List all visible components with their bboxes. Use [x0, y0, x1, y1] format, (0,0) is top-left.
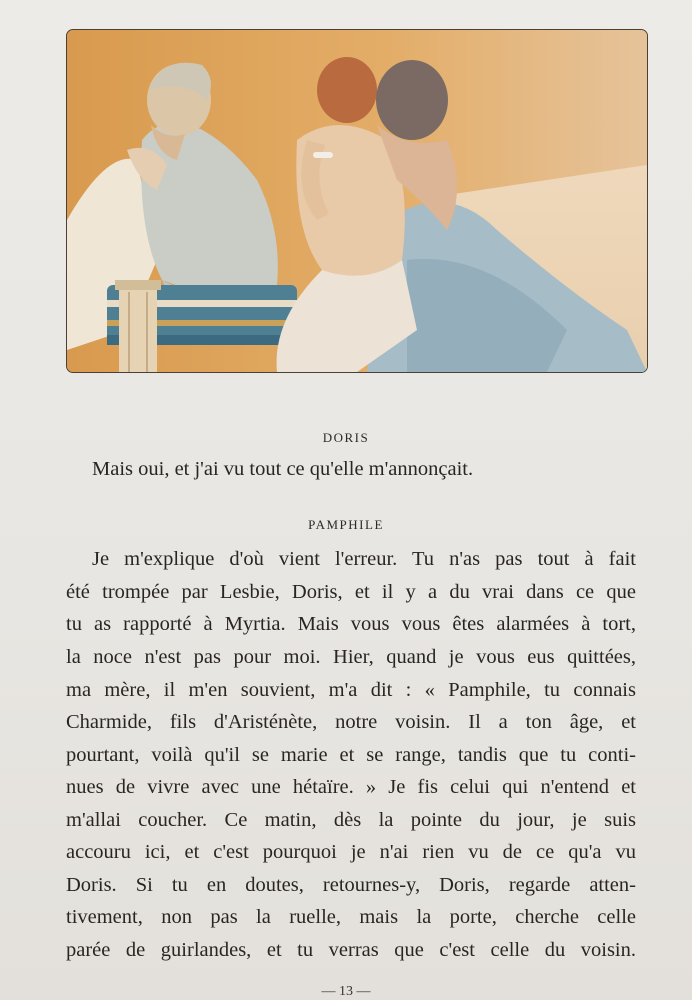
speaker-name-doris: DORIS	[322, 430, 370, 445]
pamphile-speech-line: Charmide, fils d'Aristénète, notre voisin. Il a ton âge, et	[66, 711, 636, 733]
pamphile-speech-line: pourtant, voilà qu'il se marie et se range, tandis que tu conti-	[66, 744, 636, 766]
illustration-plate	[66, 29, 648, 373]
pamphile-speech-line: tivement, non pas la ruelle, mais la porte, cherche celle	[66, 906, 636, 928]
pamphile-speech-line: accouru ici, et c'est pourquoi je n'ai rien vu de ce qu'a vu	[66, 841, 636, 863]
pamphile-speech-line: Je m'explique d'où vient l'erreur. Tu n'as pas tout à fait	[92, 548, 636, 570]
pamphile-speech-line: Doris. Si tu en doutes, retournes-y, Doris, regarde atten-	[66, 874, 636, 896]
pamphile-speech-line: été trompée par Lesbie, Doris, et il y a du vrai dans ce que	[66, 581, 636, 603]
speaker-name-pamphile: PAMPHILE	[308, 517, 384, 532]
pamphile-speech-line: parée de guirlandes, et tu verras que c'est celle du voisin.	[66, 939, 636, 961]
pamphile-speech-line: m'allai coucher. Ce matin, dès la pointe du jour, je suis	[66, 809, 636, 831]
pamphile-speech-line: nues de vivre avec une hétaïre. » Je fis celui qui n'entend et	[66, 776, 636, 798]
lithograph-image	[67, 30, 647, 372]
page-number: — 13 —	[321, 984, 371, 999]
pamphile-speech-line: ma mère, il m'en souvient, m'a dit : « Pamphile, tu connais	[66, 679, 636, 701]
pamphile-speech-line: tu as rapporté à Myrtia. Mais vous vous êtes alarmées à tort,	[66, 613, 636, 635]
doris-speech-line: Mais oui, et j'ai vu tout ce qu'elle m'annonçait.	[92, 458, 474, 480]
pamphile-speech-line: la noce n'est pas pour moi. Hier, quand je vous eus quittées,	[66, 646, 636, 668]
